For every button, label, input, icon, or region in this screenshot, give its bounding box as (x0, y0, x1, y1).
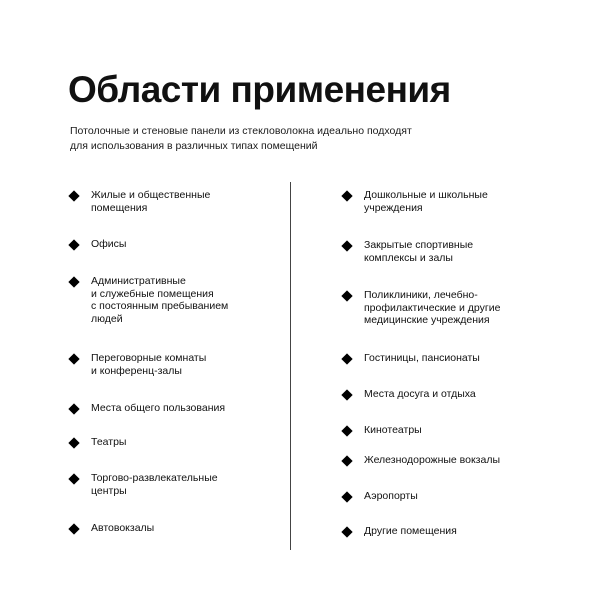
column-divider (290, 182, 291, 550)
list-item-right (343, 239, 473, 264)
list-item-left (70, 352, 206, 377)
list-item-right (343, 189, 488, 214)
list-item-label: Торгово-развлекательные центры (91, 472, 218, 497)
diamond-bullet-icon (341, 526, 352, 537)
list-item-label: Места общего пользования (91, 402, 226, 414)
list-item-left (70, 238, 126, 251)
list-item-left (70, 189, 210, 214)
list-item-label: Гостиницы, пансионаты (364, 352, 480, 364)
list-item-label: Жилые и общественные помещения (91, 189, 211, 214)
list-item-left (70, 472, 218, 497)
list-item-right (343, 525, 457, 538)
list-item-right (343, 289, 500, 327)
list-item-label: Автовокзалы (91, 522, 155, 534)
list-item-label: Другие помещения (364, 525, 457, 537)
list-item-right (343, 352, 480, 365)
diamond-bullet-icon (68, 239, 79, 250)
diamond-bullet-icon (68, 353, 79, 364)
list-item-label: Административные и служебные помещения с постоянным пребыванием людей (91, 275, 229, 325)
list-item-label: Поликлиники, лечебно- профилактические и другие медицинские учреждения (364, 289, 501, 326)
list-item-label: Железнодорожные вокзалы (364, 454, 501, 466)
list-item-right (343, 490, 418, 503)
page-title: Области применения (68, 69, 451, 110)
list-item-left (70, 402, 225, 415)
list-item-label: Места досуга и отдыха (364, 388, 476, 400)
page-subtitle: Потолочные и стеновые панели из стекловолокна идеально подходят для использования в различных типах помещений (70, 125, 412, 152)
list-item-label: Дошкольные и школьные учреждения (364, 189, 488, 214)
list-item-label: Офисы (91, 238, 127, 250)
list-item-right (343, 454, 500, 467)
diamond-bullet-icon (341, 491, 352, 502)
list-item-left (70, 275, 228, 325)
list-item-right (343, 424, 422, 437)
list-item-right (343, 388, 476, 401)
list-item-left (70, 436, 126, 449)
diamond-bullet-icon (341, 290, 352, 301)
list-item-label: Кинотеатры (364, 424, 422, 436)
diamond-bullet-icon (341, 190, 352, 201)
diamond-bullet-icon (68, 523, 79, 534)
diamond-bullet-icon (68, 276, 79, 287)
diamond-bullet-icon (68, 437, 79, 448)
list-item-left (70, 522, 154, 535)
diamond-bullet-icon (68, 473, 79, 484)
list-item-label: Переговорные комнаты и конференц-залы (91, 352, 207, 377)
list-item-label: Закрытые спортивные комплексы и залы (364, 239, 474, 264)
list-item-label: Театры (91, 436, 127, 448)
diamond-bullet-icon (341, 353, 352, 364)
diamond-bullet-icon (68, 190, 79, 201)
list-item-label: Аэропорты (364, 490, 418, 502)
diamond-bullet-icon (68, 403, 79, 414)
diamond-bullet-icon (341, 240, 352, 251)
diamond-bullet-icon (341, 389, 352, 400)
diamond-bullet-icon (341, 425, 352, 436)
diamond-bullet-icon (341, 455, 352, 466)
